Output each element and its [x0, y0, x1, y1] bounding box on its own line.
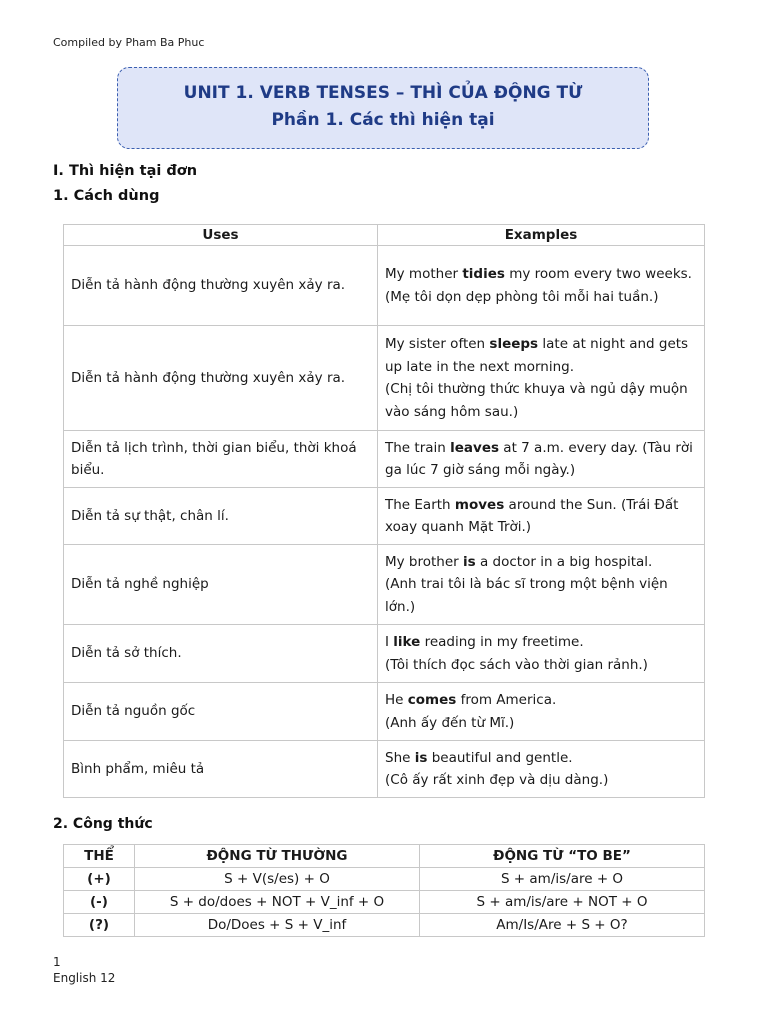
example-text: my room every two weeks. [504, 266, 692, 282]
example-verb: leaves [450, 439, 500, 456]
table-row [64, 683, 705, 741]
example-text: from America. [456, 692, 557, 708]
example-text: My mother [385, 266, 463, 282]
formula-cell: S + am/is/are + NOT + O [420, 891, 705, 914]
use-cell: Diễn tả nghề nghiệp [64, 545, 378, 625]
page-number: 1 [53, 955, 61, 969]
table-row [64, 488, 705, 545]
example-text: late at night and gets up late in the next morning. [385, 336, 689, 375]
example-text: reading in my freetime. [420, 634, 584, 650]
example-cell [378, 545, 705, 625]
example-cell [378, 625, 705, 683]
example-translation: (Anh trai tôi là bác sĩ trong một bệnh viện lớn.) [385, 576, 668, 615]
column-header-uses: Uses [64, 225, 378, 246]
column-header-to-be: ĐỘNG TỪ “TO BE” [420, 845, 705, 868]
example-text: My brother [385, 553, 464, 570]
example-translation: (Chị tôi thường thức khuya và ngủ dậy muộn vào sáng hôm sau.) [385, 381, 688, 420]
formula-table-header-row [64, 845, 705, 868]
example-text: beautiful and gentle. [427, 749, 573, 766]
column-header-examples: Examples [378, 225, 705, 246]
compiled-by-label: Compiled by Pham Ba Phuc [53, 36, 205, 49]
formula-cell: S + V(s/es) + O [135, 868, 420, 891]
use-cell: Diễn tả sở thích. [64, 625, 378, 683]
subsection-heading-formula: 2. Công thức [53, 816, 153, 832]
formula-cell: S + am/is/are + O [420, 868, 705, 891]
example-cell [378, 431, 705, 488]
column-header-form: THỂ [64, 845, 135, 868]
unit-subtitle: Phần 1. Các thì hiện tại [271, 110, 495, 130]
example-text: around the Sun. (Trái Đất xoay quanh Mặt Trời.) [385, 496, 679, 535]
table-row [64, 246, 705, 326]
unit-title-box [117, 67, 649, 149]
formula-table [63, 844, 705, 937]
unit-title: UNIT 1. VERB TENSES – THÌ CỦA ĐỘNG TỪ [183, 83, 583, 103]
table-row [64, 431, 705, 488]
form-cell: (-) [64, 891, 135, 914]
column-header-ordinary-verb: ĐỘNG TỪ THƯỜNG [135, 845, 420, 868]
subsection-heading-uses: 1. Cách dùng [53, 188, 160, 204]
example-verb: sleeps [489, 336, 539, 352]
example-text: He [385, 692, 408, 708]
example-verb: like [393, 634, 421, 650]
table-row [64, 545, 705, 625]
table-row [64, 891, 705, 914]
formula-cell: Am/Is/Are + S + O? [420, 914, 705, 937]
use-cell: Diễn tả hành động thường xuyên xảy ra. [64, 246, 378, 326]
example-verb: moves [454, 496, 505, 513]
example-text: She [385, 749, 415, 766]
formula-cell: Do/Does + S + V_inf [135, 914, 420, 937]
use-cell: Bình phẩm, miêu tả [64, 741, 378, 798]
table-row [64, 326, 705, 431]
example-text: The train [385, 439, 451, 456]
form-cell: (+) [64, 868, 135, 891]
example-verb: comes [407, 692, 457, 708]
use-cell: Diễn tả hành động thường xuyên xảy ra. [64, 326, 378, 431]
example-text: a doctor in a big hospital. [475, 553, 653, 570]
example-verb: tidies [462, 266, 505, 282]
example-verb: is [414, 749, 428, 766]
example-cell [378, 683, 705, 741]
example-translation: (Tôi thích đọc sách vào thời gian rảnh.) [385, 656, 648, 673]
example-text: at 7 a.m. every day. (Tàu rời ga lúc 7 giờ sáng mỗi ngày.) [385, 439, 693, 478]
table-row [64, 914, 705, 937]
book-name: English 12 [53, 971, 116, 985]
example-text: I [385, 634, 394, 650]
example-translation: (Cô ấy rất xinh đẹp và dịu dàng.) [385, 772, 609, 788]
example-cell [378, 741, 705, 798]
section-heading: I. Thì hiện tại đơn [53, 163, 198, 179]
table-row [64, 625, 705, 683]
use-cell: Diễn tả lịch trình, thời gian biểu, thời khoá biểu. [64, 431, 378, 488]
uses-table-header-row [64, 225, 705, 246]
example-cell [378, 326, 705, 431]
example-cell [378, 488, 705, 545]
example-translation: (Mẹ tôi dọn dẹp phòng tôi mỗi hai tuần.) [385, 288, 659, 305]
example-translation: (Anh ấy đến từ Mĩ.) [385, 714, 515, 731]
uses-table [63, 224, 705, 798]
formula-cell: S + do/does + NOT + V_inf + O [135, 891, 420, 914]
example-cell [378, 246, 705, 326]
form-cell: (?) [64, 914, 135, 937]
use-cell: Diễn tả sự thật, chân lí. [64, 488, 378, 545]
example-verb: is [463, 553, 476, 570]
example-text: The Earth [385, 496, 455, 513]
example-text: My sister often [385, 336, 490, 352]
use-cell: Diễn tả nguồn gốc [64, 683, 378, 741]
table-row [64, 741, 705, 798]
table-row [64, 868, 705, 891]
